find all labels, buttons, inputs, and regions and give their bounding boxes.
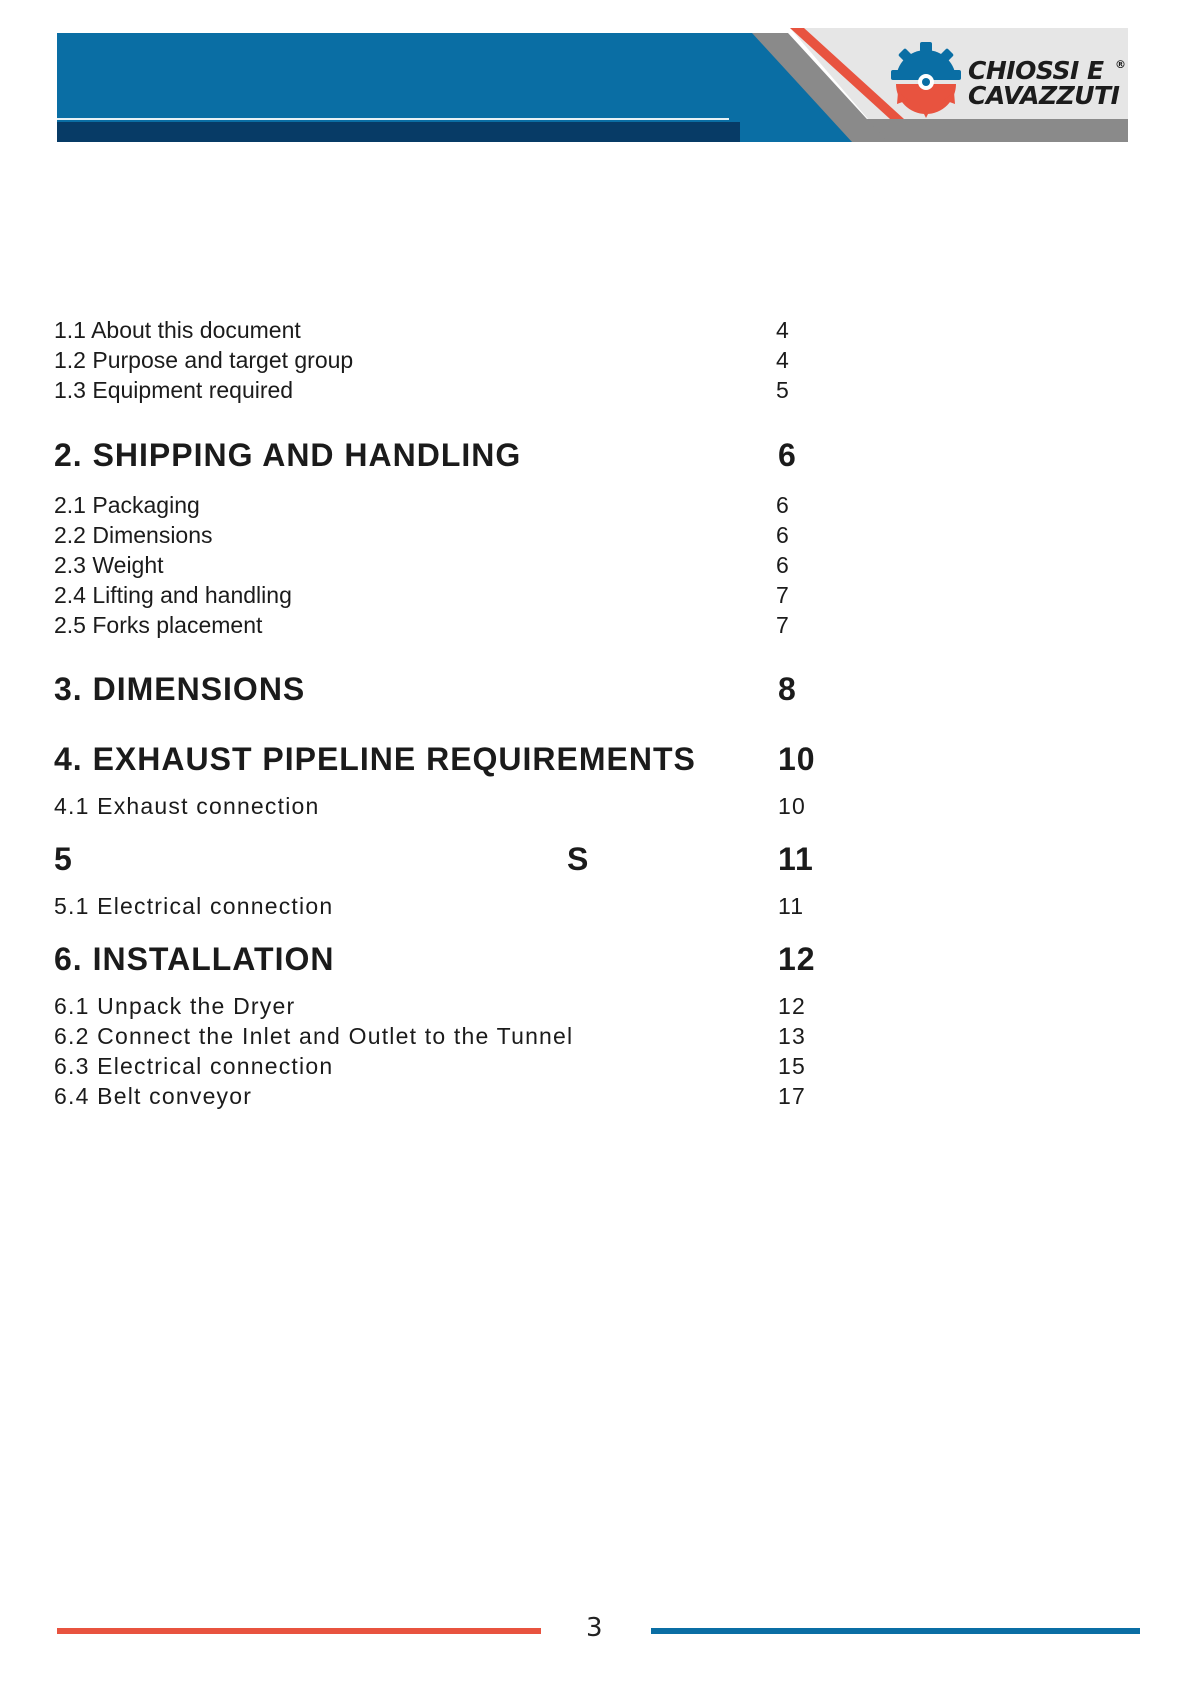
toc-entry-2-5[interactable]	[54, 611, 1191, 639]
page-number: 3	[586, 1613, 603, 1643]
toc-section-title: 4. EXHAUST PIPELINE REQUIREMENTS	[54, 741, 696, 777]
toc-entry-page: 13	[778, 1023, 806, 1049]
toc-entry-2-4[interactable]	[54, 581, 1191, 609]
toc-section-page: 6	[778, 437, 797, 473]
toc-entry-page: 4	[776, 347, 789, 373]
toc-section-6[interactable]	[54, 940, 1191, 978]
toc-entry-6-2[interactable]	[54, 1022, 1191, 1050]
header-dark-stripe	[57, 122, 757, 142]
toc-entry-title: 2.5 Forks placement	[54, 612, 263, 638]
toc-entry-title: 6.2 Connect the Inlet and Outlet to the Tunnel	[54, 1023, 574, 1049]
toc-entry-page: 7	[776, 582, 789, 608]
toc-entry-title: 1.2 Purpose and target group	[54, 347, 354, 373]
toc-entry-title: 4.1 Exhaust connection	[54, 793, 320, 819]
toc-entry-title: 2.1 Packaging	[54, 492, 200, 518]
toc-entry-4-1[interactable]	[54, 792, 1191, 820]
toc-entry-page: 5	[776, 377, 789, 403]
toc-section-title-fragment: S	[567, 841, 590, 877]
footer-blue-rule	[651, 1628, 1140, 1634]
toc-section-title: 2. SHIPPING AND HANDLING	[54, 437, 522, 473]
toc-section-page: 11	[778, 841, 814, 877]
brand-name-line1: CHIOSSI E	[968, 56, 1104, 85]
toc-entry-page: 6	[776, 492, 789, 518]
toc-section-title: 5	[54, 841, 73, 877]
toc-entry-1-2[interactable]	[54, 346, 1191, 374]
toc-section-2[interactable]	[54, 436, 1191, 474]
toc-entry-title: 2.3 Weight	[54, 552, 164, 578]
toc-section-page: 8	[778, 671, 797, 707]
toc-entry-title: 1.1 About this document	[54, 317, 301, 343]
toc-section-5[interactable]	[54, 840, 1191, 878]
header-gray-bar	[851, 119, 1128, 142]
toc-section-3[interactable]	[54, 670, 1191, 708]
registered-mark: ®	[1115, 58, 1126, 71]
toc-entry-page: 12	[778, 993, 806, 1019]
toc-entry-2-3[interactable]	[54, 551, 1191, 579]
toc-entry-6-4[interactable]	[54, 1082, 1191, 1110]
toc-entry-2-2[interactable]	[54, 521, 1191, 549]
toc-entry-title: 1.3 Equipment required	[54, 377, 294, 403]
brand-logo	[968, 58, 1136, 108]
toc-entry-page: 17	[778, 1083, 806, 1109]
toc-entry-page: 15	[778, 1053, 806, 1079]
toc-section-4[interactable]	[54, 740, 1191, 778]
toc-entry-5-1[interactable]	[54, 892, 1191, 920]
toc-entry-2-1[interactable]	[54, 491, 1191, 519]
toc-entry-6-3[interactable]	[54, 1052, 1191, 1080]
toc-entry-page: 6	[776, 552, 789, 578]
toc-entry-title: 6.1 Unpack the Dryer	[54, 993, 296, 1019]
toc-entry-1-3[interactable]	[54, 376, 1191, 404]
toc-section-title: 6. INSTALLATION	[54, 941, 335, 977]
toc-entry-page: 10	[778, 793, 806, 819]
footer-red-rule	[57, 1628, 541, 1634]
toc-entry-title: 2.4 Lifting and handling	[54, 582, 292, 608]
toc-section-title: 3. DIMENSIONS	[54, 671, 306, 707]
toc-entry-6-1[interactable]	[54, 992, 1191, 1020]
brand-name-line2: CAVAZZUTI	[968, 81, 1120, 110]
header-white-line	[57, 118, 729, 120]
toc-entry-page: 11	[778, 893, 805, 919]
toc-entry-page: 6	[776, 522, 789, 548]
toc-entry-title: 6.3 Electrical connection	[54, 1053, 334, 1079]
toc-section-page: 12	[778, 941, 816, 977]
toc-entry-page: 7	[776, 612, 789, 638]
toc-entry-page: 4	[776, 317, 789, 343]
toc-entry-1-1[interactable]	[54, 316, 1191, 344]
toc-section-page: 10	[778, 741, 816, 777]
toc-entry-title: 2.2 Dimensions	[54, 522, 213, 548]
toc-entry-title: 6.4 Belt conveyor	[54, 1083, 253, 1109]
toc-entry-title: 5.1 Electrical connection	[54, 893, 334, 919]
header-banner	[0, 0, 1191, 150]
